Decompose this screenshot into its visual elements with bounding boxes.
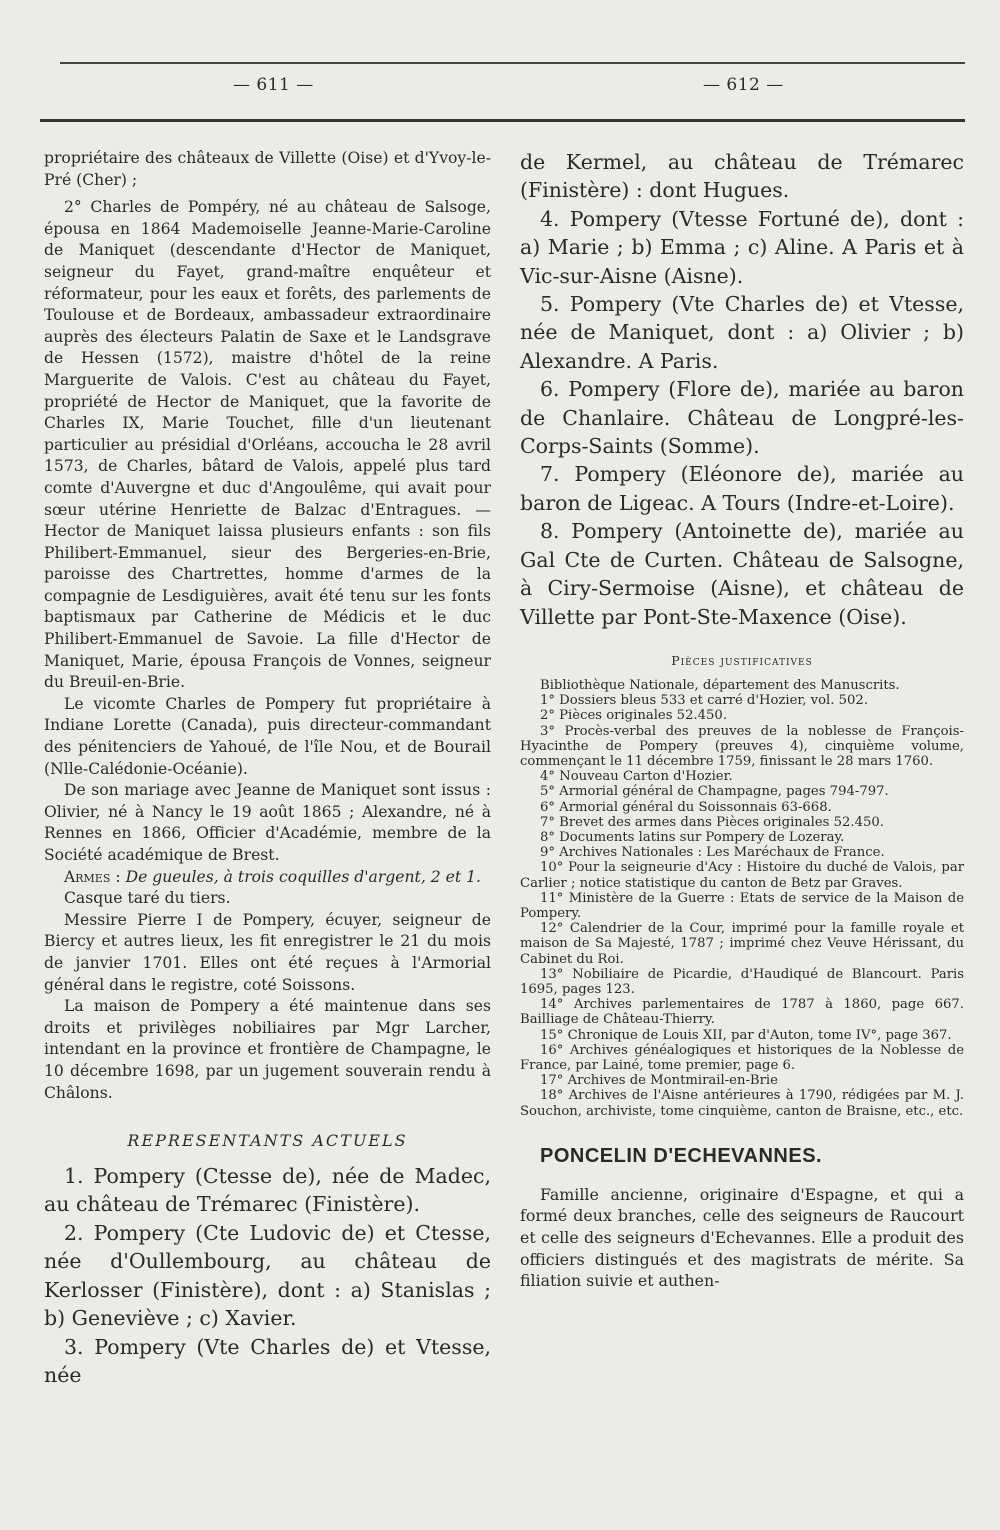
representative-entry: 3. Pompery (Vte Charles de) et Vtesse, née [44, 1334, 491, 1388]
paragraph: 2° Charles de Pompéry, né au château de Salsoge, épousa en 1864 Mademoiselle Jeanne-Marie-Caroline de Maniquet (descendante d'Hector de Maniquet, seigneur du Fayet, grand-maître enquêteur et réformateur, pour les eaux et forêts, des parlements de Toulouse et de Bordeaux, ambassadeur extraordinaire auprès des électeurs Palatin de Saxe et le Landsgrave de Hessen (1572), maistre d'hôtel de la reine Marguerite de Valois. C'est au château du Fayet, propriété de Hector de Maniquet, que la favorite de Charles IX, Marie Touchet, fille d'un lieutenant particulier au présidial d'Orléans, accoucha le 28 avril 1573, de Charles, bâtard de Valois, appelé plus tard comte d'Auvergne et duc d'Angoulême, qui avait pour sœur utérine Henriette de Balzac d'Entragues. — Hector de Maniquet laissa plusieurs enfants : son fils Philibert-Emmanuel, sieur des Bergeries-en-Brie, paroisse des Chartrettes, homme d'armes de la compagnie de Lesdiguières, avait été tenu sur les fonts baptismaux par Catherine de Médicis et le duc Philibert-Emmanuel de Savoie. La fille d'Hector de Maniquet, Marie, épousa François de Vonnes, seigneur du Breuil-en-Brie. [44, 198, 491, 692]
source-item: 9° Archives Nationales : Les Maréchaux de France. [540, 845, 885, 861]
sources-list [520, 678, 964, 1119]
source-item: 13° Nobiliaire de Picardie, d'Haudiqué de Blancourt. Paris 1695, pages 123. [520, 966, 964, 997]
source-item: 6° Armorial général du Soissonnais 63-668. [540, 799, 832, 815]
page-number-left: — 611 — [233, 75, 314, 95]
paragraph: Casque taré du tiers. [64, 889, 231, 908]
source-item: 17° Archives de Montmirail-en-Brie [540, 1073, 778, 1089]
representative-entry: 8. Pompery (Antoinette de), mariée au Gal Cte de Curten. Château de Salsogne, à Ciry-Sermoise (Aisne), et château de Villette par Pont-Ste-Maxence (Oise). [520, 519, 964, 629]
representative-entry: 7. Pompery (Eléonore de), mariée au baron de Ligeac. A Tours (Indre-et-Loire). [520, 462, 964, 515]
source-item: 2° Pièces originales 52.450. [540, 708, 728, 724]
source-item: 10° Pour la seigneurie d'Acy : Histoire du duché de Valois, par Carlier ; notice statistique du canton de Betz par Graves. [520, 860, 964, 891]
section-heading: Pièces justificatives [671, 652, 813, 668]
family-heading: PONCELIN D'ECHEVANNES. [540, 1144, 823, 1167]
paragraph: propriétaire des châteaux de Villette (Oise) et d'Yvoy-le-Pré (Cher) ; [44, 149, 491, 189]
paragraph: De son mariage avec Jeanne de Maniquet sont issus : Olivier, né à Nancy le 19 août 1865 ; Alexandre, né à Rennes en 1866, Officier d'Académie, membre de la Société académique de Brest. [44, 781, 491, 864]
arms-blazon: De gueules, à trois coquilles d'argent, 2 et 1. [125, 867, 481, 886]
source-item: 14° Archives parlementaires de 1787 à 1860, page 667. Bailliage de Château-Thierry. [520, 997, 964, 1028]
page-number-right: — 612 — [703, 75, 784, 95]
paragraph: Messire Pierre I de Pompery, écuyer, seigneur de Biercy et autres lieux, les fit enregistrer le 21 du mois de janvier 1701. Elles ont été reçues à l'Armorial général dans le registre, coté Soissons. [44, 910, 491, 994]
representative-entry: de Kermel, au château de Trémarec (Finistère) : dont Hugues. [520, 150, 964, 203]
source-item: Bibliothèque Nationale, département des Manuscrits. [540, 677, 900, 693]
header-rule [40, 119, 965, 122]
representative-entry: 5. Pompery (Vte Charles de) et Vtesse, née de Maniquet, dont : a) Olivier ; b) Alexandre. A Paris. [520, 292, 964, 373]
left-column [44, 148, 491, 1390]
representative-entry: 6. Pompery (Flore de), mariée au baron de Chanlaire. Château de Longpré-les-Corps-Saints (Somme). [520, 377, 964, 459]
paragraph: Le vicomte Charles de Pompery fut propriétaire à Indiane Lorette (Canada), puis directeur-commandant des pénitenciers de Yahoué, de l'île Nou, et de Bourail (Nlle-Calédonie-Océanie). [44, 694, 491, 778]
representative-entry: 1. Pompery (Ctesse de), née de Madec, au château de Trémarec (Finistère). [44, 1163, 491, 1217]
source-item: 3° Procès-verbal des preuves de la noblesse de François-Hyacinthe de Pompery (preuves 4), cinquième volume, commençant le 11 décembre 1759, finissant le 28 mars 1760. [520, 723, 964, 769]
section-heading: REPRESENTANTS ACTUELS [127, 1131, 408, 1151]
representative-entry: 2. Pompery (Cte Ludovic de) et Ctesse, née d'Oullembourg, au château de Kerlosser (Finistère), dont : a) Stanislas ; b) Geneviève ; c) Xavier. [44, 1220, 491, 1331]
source-item: 11° Ministère de la Guerre : Etats de service de la Maison de Pompery. [520, 890, 964, 921]
paragraph: La maison de Pompery a été maintenue dans ses droits et privilèges nobiliaires par Mgr Larcher, intendant en la province et frontière de Champagne, le 10 décembre 1698, par un jugement souverain rendu à Châlons. [44, 997, 491, 1102]
source-item: 8° Documents latins sur Pompery de Lozeray. [540, 829, 845, 845]
top-rule [60, 62, 965, 64]
paragraph: Famille ancienne, originaire d'Espagne, et qui a formé deux branches, celle des seigneurs de Raucourt et celle des seigneurs d'Echevannes. Elle a produit des officiers distingués et des magistrats de mérite. Sa filiation suivie et authen- [520, 1184, 964, 1291]
source-item: 7° Brevet des armes dans Pièces originales 52.450. [540, 814, 884, 830]
source-item: 4° Nouveau Carton d'Hozier. [540, 769, 733, 785]
source-item: 16° Archives généalogiques et historiques de la Noblesse de France, par Lainé, tome premier, page 6. [520, 1042, 964, 1073]
source-item: 12° Calendrier de la Cour, imprimé pour la famille royale et maison de Sa Majesté, 1787 ; imprimé chez Veuve Hérissant, du Cabinet du Roi. [520, 921, 964, 967]
arms-label: Armes : [64, 867, 121, 886]
source-item: 5° Armorial général de Champagne, pages 794-797. [540, 784, 889, 800]
arms-line [44, 867, 491, 889]
source-item: 15° Chronique de Louis XII, par d'Auton, tome IV°, page 367. [540, 1027, 952, 1043]
source-item: 18° Archives de l'Aisne antérieures à 1790, rédigées par M. J. Souchon, archiviste, tome cinquième, canton de Braisne, etc., etc. [520, 1088, 964, 1119]
representative-entry: 4. Pompery (Vtesse Fortuné de), dont : a) Marie ; b) Emma ; c) Aline. A Paris et à Vic-sur-Aisne (Aisne). [520, 206, 964, 288]
right-column [520, 148, 964, 1292]
source-item: 1° Dossiers bleus 533 et carré d'Hozier, vol. 502. [540, 693, 869, 709]
